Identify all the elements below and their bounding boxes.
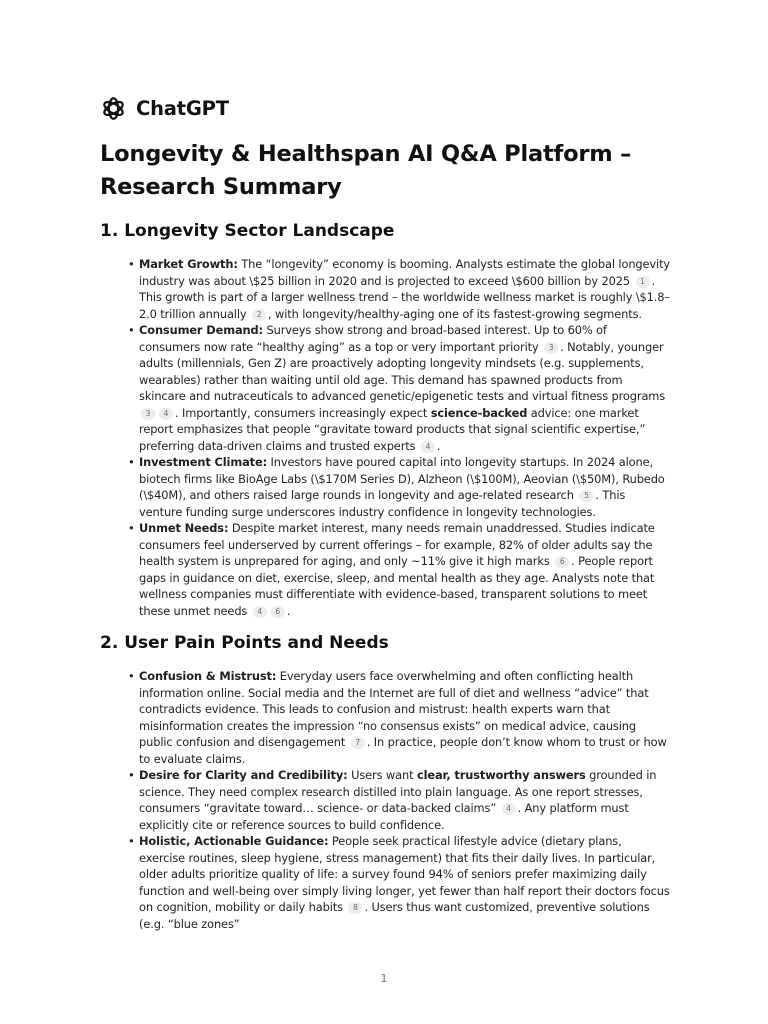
item-text: Investors have poured capital into longevity startups. In 2024 alone, biotech firms like BioAge Labs (\$170M Series D), Alzheon (\$100M), Aeovian (\$50M), Rubedo (\$40M), and others raised large rounds in longevity and age-related research — [139, 455, 665, 502]
item-text: Despite market interest, many needs remain unaddressed. Studies indicate consumers feel underserved by current offerings – for example, 82% of older adults say the health system is unprepared for aging, and only ~11% give it high marks — [139, 521, 655, 568]
item-text: . People report gaps in guidance on diet, exercise, sleep, and mental health as they age. Analysts note that wellness companies must differentiate with evidence-based, transparent solutions to meet these unmet needs — [139, 554, 655, 618]
citation-badge[interactable]: 4 — [159, 408, 173, 420]
item-text: People seek practical lifestyle advice (dietary plans, exercise routines, sleep hygiene, stress management) that fits their daily lives. In particular, older adults prioritize quality of life: a survey found 94% of seniors prefer maximizing daily function and well-being over simply living longer, yet fewer than half report their doctors focus on cognition, mobility or daily habits — [139, 834, 670, 914]
citation-badge[interactable]: 5 — [579, 490, 593, 502]
citation-badge[interactable]: 4 — [253, 606, 267, 618]
section-heading-pain-points: 2. User Pain Points and Needs — [100, 633, 389, 653]
item-text: Users want — [347, 768, 417, 782]
item-label: Consumer Demand: — [139, 323, 263, 337]
item-text: grounded in science. They need complex research distilled into plain language. As one report stresses, consumers “gravitate toward… science- or data-backed claims” — [139, 768, 657, 815]
item-text: Surveys show strong and broad-based interest. Up to 60% of consumers now rate “healthy aging” as a top or very important priority — [139, 323, 607, 354]
item-emphasis: clear, trustworthy answers — [416, 768, 586, 782]
item-label: Confusion & Mistrust: — [139, 669, 277, 683]
item-text: , with longevity/healthy-aging one of its fastest-growing segments. — [268, 306, 642, 321]
citation-badge[interactable]: 1 — [636, 276, 650, 288]
citation-badge[interactable]: 4 — [502, 803, 516, 815]
list-item-unmet-needs — [126, 520, 671, 619]
list-item-consumer-demand — [126, 322, 671, 454]
item-label: Holistic, Actionable Guidance: — [139, 834, 329, 848]
item-label: Desire for Clarity and Credibility: — [139, 768, 348, 782]
citation-badge[interactable]: 7 — [351, 737, 365, 749]
item-text: . This venture funding surge underscores industry confidence in longevity technologies. — [139, 488, 626, 519]
citation-badge[interactable]: 3 — [141, 408, 155, 420]
list-item-holistic-guidance — [126, 833, 671, 932]
citation-badge[interactable]: 8 — [348, 902, 362, 914]
item-label: Market Growth: — [139, 257, 238, 271]
item-text: The “longevity” economy is booming. Analysts estimate the global longevity industry was about \$25 billion in 2020 and is projected to exceed \$600 billion by 2025 — [139, 257, 671, 288]
item-text: . — [436, 438, 441, 453]
citation-badge[interactable]: 3 — [544, 342, 558, 354]
item-emphasis: science-backed — [430, 405, 528, 420]
list-item-investment-climate — [126, 454, 671, 520]
item-text: . Users thus want customized, preventive solutions (e.g. “blue zones” — [139, 900, 650, 931]
item-text: . Notably, younger adults (millennials, Gen Z) are proactively adopting longevity mindsets (e.g. supplements, wearables) rather than waiting until old age. This demand has spawned products from skincare and nutraceuticals to advanced genetic/epigenetic tests and virtual fitness programs — [139, 339, 666, 403]
item-label: Investment Climate: — [139, 455, 268, 469]
pain-points-list — [126, 668, 671, 932]
list-item-confusion-mistrust — [126, 668, 671, 767]
item-text: . Any platform must explicitly cite or reference sources to build confidence. — [139, 801, 629, 832]
item-text: . This growth is part of a larger wellness trend – the worldwide wellness market is roughly \$1.8–2.0 trillion annually — [139, 273, 671, 321]
page-number: 1 — [380, 972, 388, 985]
citation-badge[interactable]: 4 — [421, 441, 435, 453]
citation-badge[interactable]: 6 — [271, 606, 285, 618]
page-title: Longevity & Healthspan AI Q&A Platform – Research Summary — [100, 141, 632, 200]
openai-logo-icon — [100, 95, 127, 122]
section-heading-landscape: 1. Longevity Sector Landscape — [100, 221, 395, 241]
item-text: . Importantly, consumers increasingly expect — [175, 405, 431, 420]
list-item-clarity-credibility — [126, 767, 671, 833]
citation-badge[interactable]: 2 — [252, 309, 266, 321]
item-text: . In practice, people don’t know whom to trust or how to evaluate claims. — [139, 735, 667, 766]
brand-header — [100, 94, 229, 122]
item-text: Everyday users face overwhelming and often conflicting health information online. Social media and the Internet are full of diet and wellness “advice” that contradicts evidence. This leads to confusion and mistrust: health experts warn that misinformation creates the impression “no consensus exists” on medical advice, causing public confusion and disengagement — [139, 669, 649, 749]
item-text: . — [286, 603, 291, 618]
list-item-market-growth — [126, 256, 671, 322]
item-label: Unmet Needs: — [139, 521, 229, 535]
citation-badge[interactable]: 6 — [555, 556, 569, 568]
item-text: advice: one market report emphasizes that people “gravitate toward products that signal scientific expertise,” preferring data-driven claims and trusted experts — [139, 405, 646, 453]
landscape-list — [126, 256, 671, 619]
brand-name: ChatGPT — [136, 96, 229, 120]
